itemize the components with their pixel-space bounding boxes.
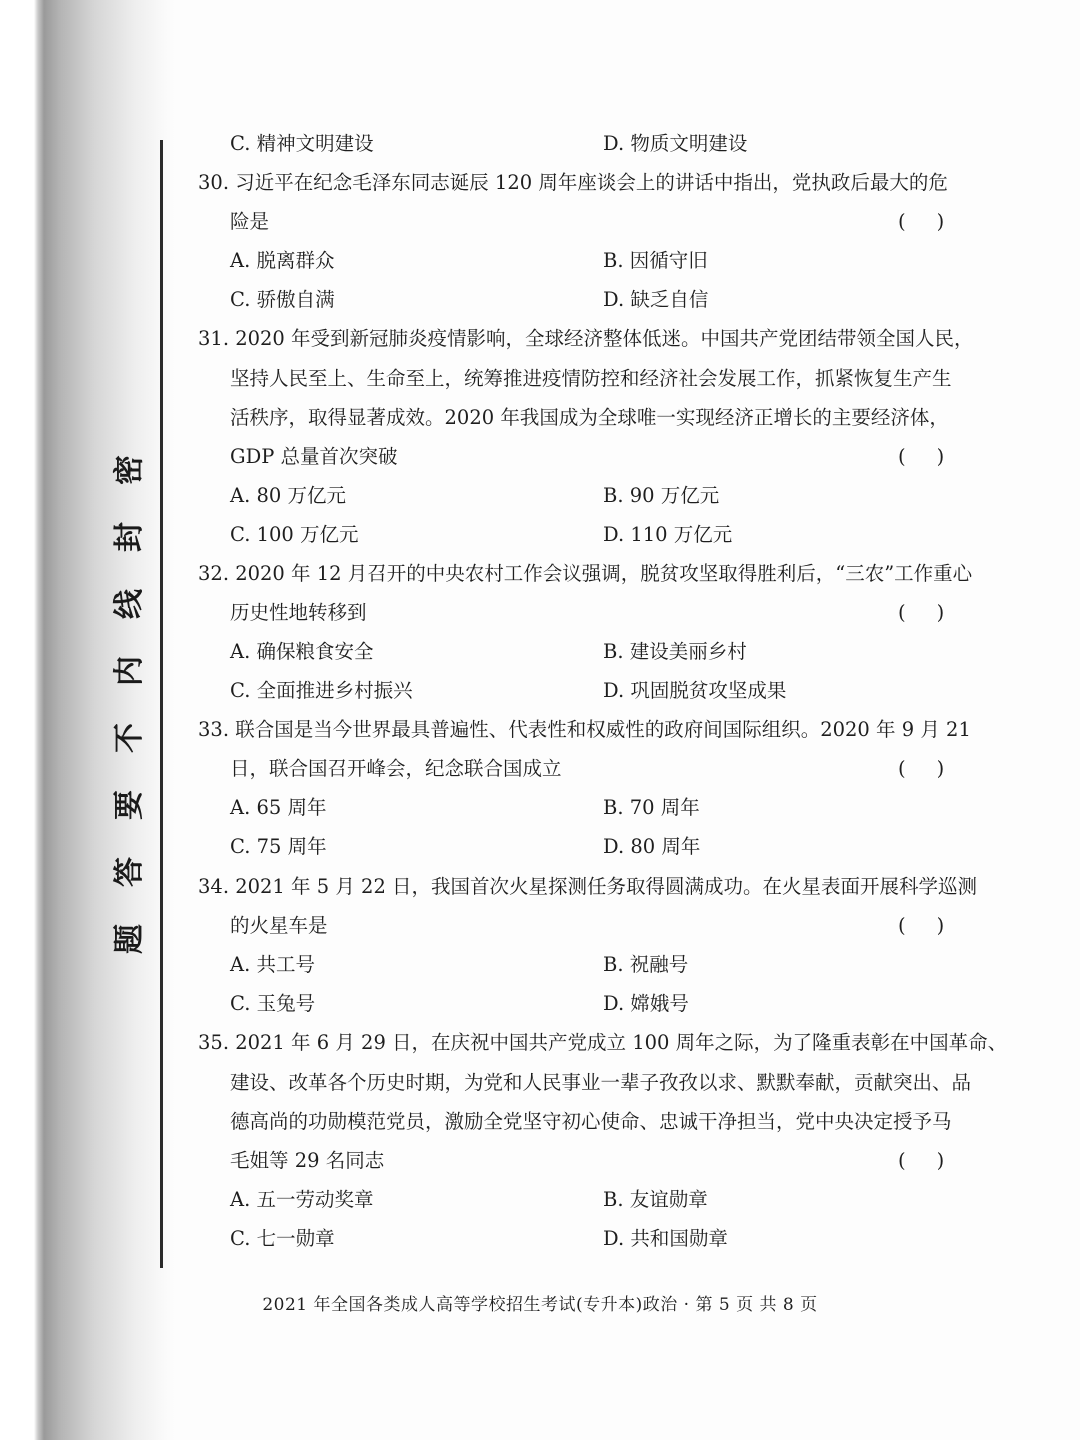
seal-char: 线 xyxy=(112,589,147,619)
question-32-option-d: D. 巩固脱贫攻坚成果 xyxy=(603,679,787,702)
answer-paren: ( ) xyxy=(898,210,945,233)
question-35-option-d: D. 共和国勋章 xyxy=(603,1227,728,1250)
question-31-option-d: D. 110 万亿元 xyxy=(603,523,733,546)
question-32-option-b: B. 建设美丽乡村 xyxy=(603,640,747,663)
question-33-option-b: B. 70 周年 xyxy=(603,796,700,819)
question-35-line-2: 建设、改革各个历史时期，为党和人民事业一辈子孜孜以求、默默奉献，贡献突出、品 xyxy=(230,1071,972,1094)
question-31-line-3: 活秩序，取得显著成效。2020 年我国成为全球唯一实现经济正增长的主要经济体， xyxy=(230,406,949,429)
question-32-option-c: C. 全面推进乡村振兴 xyxy=(230,679,413,702)
question-33-option-c: C. 75 周年 xyxy=(230,835,327,858)
seal-char: 题 xyxy=(112,924,147,954)
seal-char: 内 xyxy=(112,656,147,686)
answer-paren: ( ) xyxy=(898,601,945,624)
question-34-line-1: 34. 2021 年 5 月 22 日，我国首次火星探测任务取得圆满成功。在火星表面开展科学巡测 xyxy=(198,875,978,898)
question-32-line-2: 历史性地转移到 xyxy=(230,601,367,624)
question-30-line-2: 险是 xyxy=(230,210,270,233)
question-31-line-2: 坚持人民至上、生命至上，统筹推进疫情防控和经济社会发展工作，抓紧恢复生产生 xyxy=(230,367,952,390)
question-31-option-b: B. 90 万亿元 xyxy=(603,484,720,507)
question-35-line-3: 德高尚的功勋模范党员，激励全党坚守初心使命、忠诚干净担当，党中央决定授予马 xyxy=(230,1110,952,1133)
question-30-option-b: B. 因循守旧 xyxy=(603,249,708,272)
question-33-line-1: 33. 联合国是当今世界最具普遍性、代表性和权威性的政府间国际组织。2020 年 9 月 21 xyxy=(198,718,971,741)
option-d: D. 物质文明建设 xyxy=(603,132,748,155)
question-35-option-a: A. 五一劳动奖章 xyxy=(230,1188,374,1211)
question-35-option-b: B. 友谊勋章 xyxy=(603,1188,708,1211)
question-32-option-a: A. 确保粮食安全 xyxy=(230,640,374,663)
question-34-option-c: C. 玉兔号 xyxy=(230,992,316,1015)
question-34-line-2: 的火星车是 xyxy=(230,914,328,937)
answer-paren: ( ) xyxy=(898,914,945,937)
seal-char: 密 xyxy=(112,455,147,485)
question-35-line-4: 毛姐等 29 名同志 xyxy=(230,1149,385,1172)
answer-paren: ( ) xyxy=(898,1149,945,1172)
question-33-line-2: 日，联合国召开峰会，纪念联合国成立 xyxy=(230,757,562,780)
question-35-option-c: C. 七一勋章 xyxy=(230,1227,335,1250)
question-34-option-a: A. 共工号 xyxy=(230,953,315,976)
question-31-line-1: 31. 2020 年受到新冠肺炎疫情影响，全球经济整体低迷。中国共产党团结带领全国人民， xyxy=(198,327,974,350)
question-35-line-1: 35. 2021 年 6 月 29 日，在庆祝中国共产党成立 100 周年之际，为了隆重表彰在中国革命、 xyxy=(198,1031,1008,1054)
question-33-option-a: A. 65 周年 xyxy=(230,796,327,819)
question-31-line-4: GDP 总量首次突破 xyxy=(230,445,398,468)
seal-char: 要 xyxy=(112,790,147,820)
question-34-option-b: B. 祝融号 xyxy=(603,953,689,976)
question-31-option-c: C. 100 万亿元 xyxy=(230,523,359,546)
question-32-line-1: 32. 2020 年 12 月召开的中央农村工作会议强调，脱贫攻坚取得胜利后，“三农”工作重心 xyxy=(198,562,973,585)
question-30-option-a: A. 脱离群众 xyxy=(230,249,335,272)
answer-paren: ( ) xyxy=(898,757,945,780)
seal-char: 封 xyxy=(112,522,147,552)
question-31-option-a: A. 80 万亿元 xyxy=(230,484,346,507)
question-30-option-c: C. 骄傲自满 xyxy=(230,288,335,311)
question-30-line-1: 30. 习近平在纪念毛泽东同志诞辰 120 周年座谈会上的讲话中指出，党执政后最大的危 xyxy=(198,171,948,194)
question-33-option-d: D. 80 周年 xyxy=(603,835,701,858)
option-c: C. 精神文明建设 xyxy=(230,132,374,155)
seal-char: 不 xyxy=(112,723,147,753)
question-34-option-d: D. 嫦娥号 xyxy=(603,992,689,1015)
answer-paren: ( ) xyxy=(898,445,945,468)
question-30-option-d: D. 缺乏自信 xyxy=(603,288,709,311)
seal-char: 答 xyxy=(112,857,147,887)
page-footer: 2021 年全国各类成人高等学校招生考试(专升本)政治 · 第 5 页 共 8 页 xyxy=(262,1295,818,1315)
